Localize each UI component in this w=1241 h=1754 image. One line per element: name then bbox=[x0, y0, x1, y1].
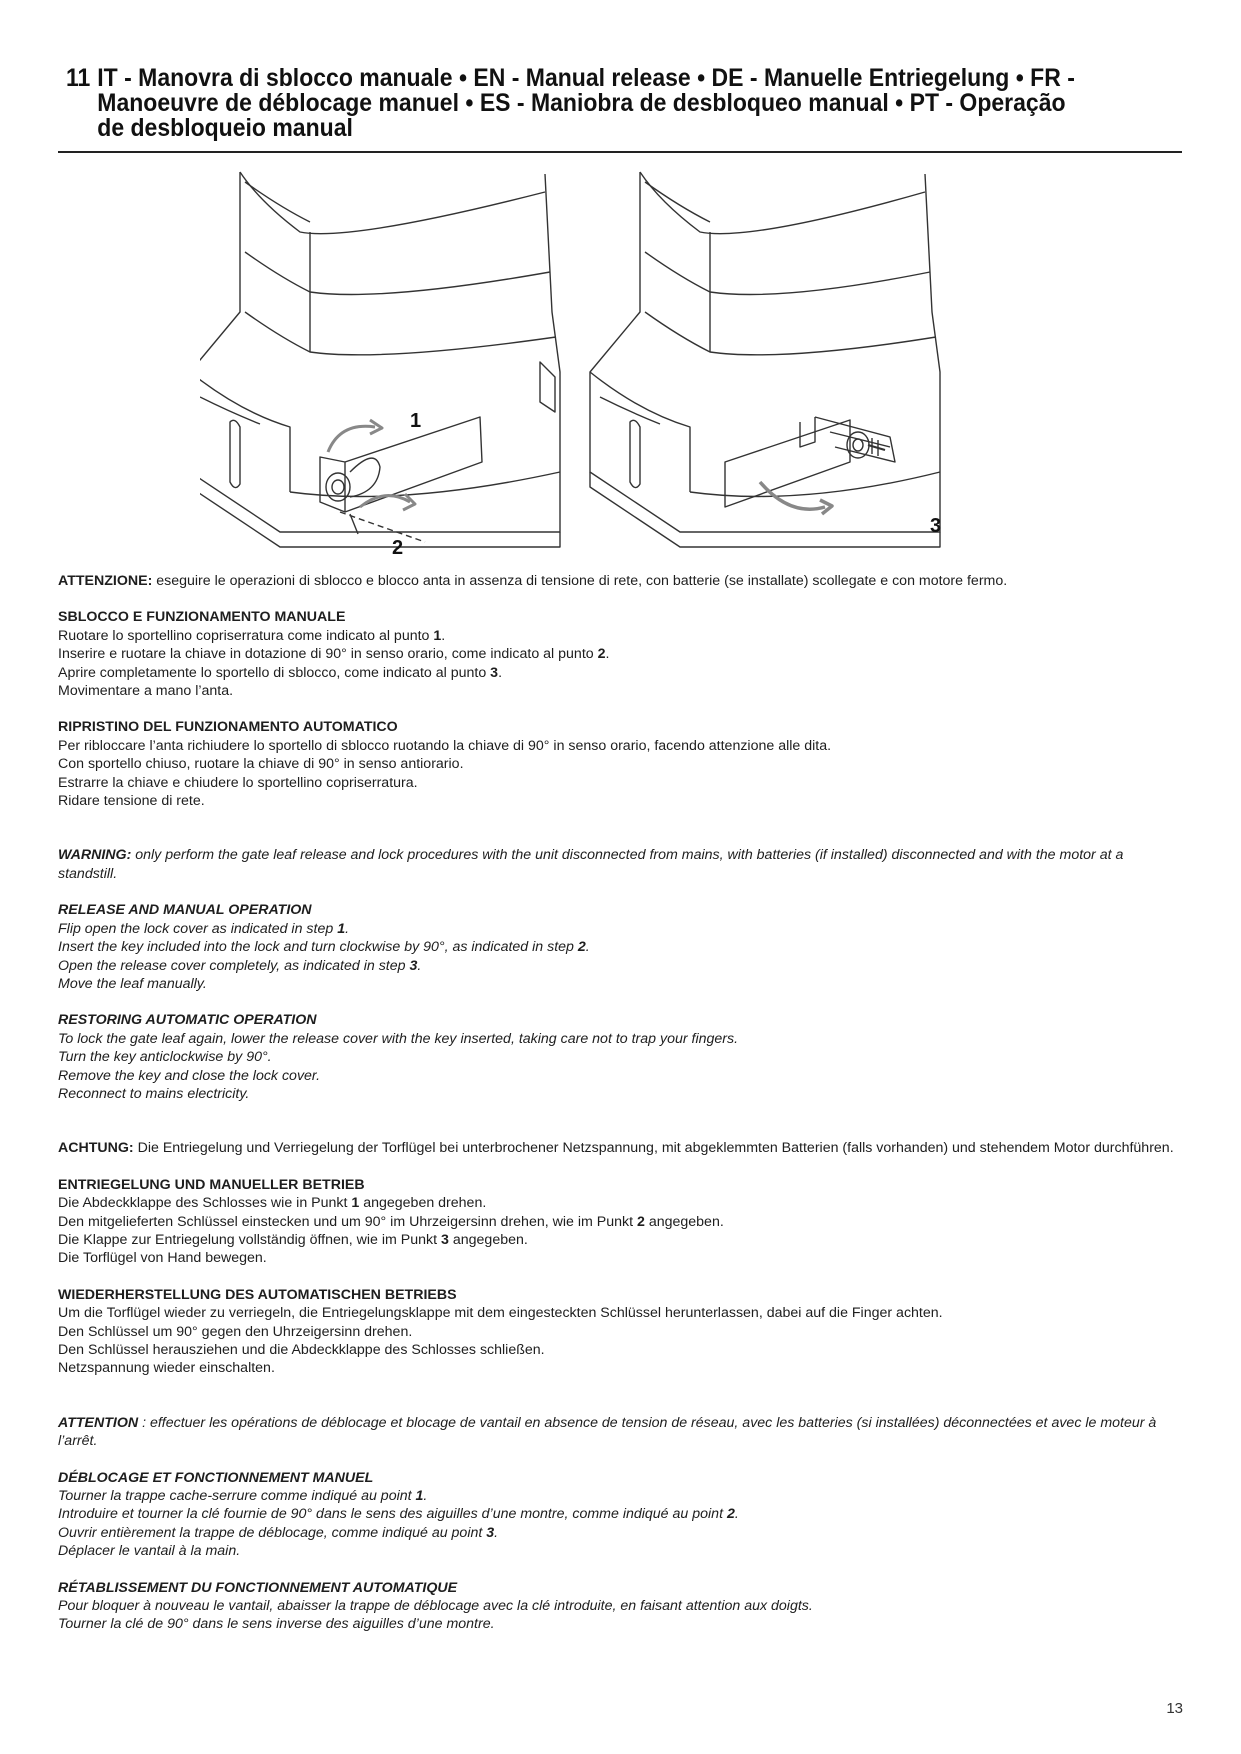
instructions-body bbox=[58, 572, 1182, 1634]
section-number: 11 bbox=[66, 64, 91, 92]
list-item: Den mitgelieferten Schlüssel einstecken und um 90° im Uhrzeigersinn drehen, wie im Punkt 2 angegeben. bbox=[58, 1213, 724, 1230]
list-item: Open the release cover completely, as indicated in step 3. bbox=[58, 957, 422, 974]
warning-de: ACHTUNG: Die Entriegelung und Verriegelung der Torflügel bei unterbrochener Netzspannung, mit abgeklemmten Batterien (falls vorhanden) und stehendem Motor durchführen. bbox=[58, 1140, 1174, 1157]
list-restore-fr bbox=[58, 1597, 1182, 1634]
section-fr bbox=[58, 1414, 1182, 1634]
list-release-it bbox=[58, 627, 1182, 701]
list-item: Inserire e ruotare la chiave in dotazione di 90° in senso orario, come indicato al punto 2. bbox=[58, 646, 610, 663]
page-number: 13 bbox=[1166, 1700, 1183, 1717]
heading-restore-fr: RÉTABLISSEMENT DU FONCTIONNEMENT AUTOMATIQUE bbox=[58, 1579, 458, 1596]
list-item: Die Abdeckklappe des Schlosses wie in Punkt 1 angegeben drehen. bbox=[58, 1195, 487, 1212]
list-item: Um die Torflügel wieder zu verriegeln, die Entriegelungsklappe mit dem eingesteckten Schlüssel herunterlassen, dabei auf die Finger achten. bbox=[58, 1305, 943, 1322]
warning-it: ATTENZIONE: eseguire le operazioni di sblocco e blocco anta in assenza di tensione di rete, con batterie (se installate) scollegate e con motore fermo. bbox=[58, 573, 1008, 589]
heading-restore-de: WIEDERHERSTELLUNG DES AUTOMATISCHEN BETRIEBS bbox=[58, 1286, 457, 1303]
list-item: Remove the key and close the lock cover. bbox=[58, 1067, 321, 1084]
list-item: Movimentare a mano l’anta. bbox=[58, 683, 234, 700]
list-restore-en bbox=[58, 1030, 1182, 1104]
list-item: Den Schlüssel um 90° gegen den Uhrzeigersinn drehen. bbox=[58, 1323, 413, 1340]
list-release-fr bbox=[58, 1487, 1182, 1561]
list-item: Introduire et tourner la clé fournie de 90° dans le sens des aiguilles d’une montre, comme indiqué au point 2. bbox=[58, 1506, 739, 1523]
list-item: Reconnect to mains electricity. bbox=[58, 1085, 250, 1102]
heading-restore-en: RESTORING AUTOMATIC OPERATION bbox=[58, 1012, 317, 1029]
list-item: Den Schlüssel herausziehen und die Abdeckklappe des Schlosses schließen. bbox=[58, 1342, 545, 1358]
warning-en: WARNING: only perform the gate leaf release and lock procedures with the unit disconnected from mains, with batteries (if installed) disconnected and with the motor at a standstill. bbox=[58, 847, 1124, 882]
list-item: Per ribloccare l’anta richiudere lo sportello di sblocco ruotando la chiave di 90° in senso orario, facendo attenzione alle dita. bbox=[58, 737, 832, 754]
motor-drawing-step-1-2 bbox=[200, 172, 560, 547]
list-release-de bbox=[58, 1194, 1182, 1268]
list-item: Die Klappe zur Entriegelung vollständig öffnen, wie im Punkt 3 angegeben. bbox=[58, 1231, 528, 1248]
list-restore-de bbox=[58, 1304, 1182, 1378]
list-item: Tourner la clé de 90° dans le sens inverse des aiguilles d’une montre. bbox=[58, 1616, 495, 1633]
list-item: To lock the gate leaf again, lower the release cover with the key inserted, taking care not to trap your fingers. bbox=[58, 1030, 739, 1047]
list-item: Aprire completamente lo sportello di sblocco, come indicato al punto 3. bbox=[58, 664, 503, 681]
list-release-en bbox=[58, 920, 1182, 994]
warning-label: WARNING: bbox=[58, 847, 132, 864]
list-item: Pour bloquer à nouveau le vantail, abaisser la trappe de déblocage avec la clé introduite, en faisant attention aux doigts. bbox=[58, 1598, 813, 1615]
callout-1: 1 bbox=[410, 410, 422, 432]
warning-label: ATTENTION bbox=[58, 1414, 139, 1431]
section-de bbox=[58, 1139, 1182, 1377]
heading-release-it: SBLOCCO E FUNZIONAMENTO MANUALE bbox=[58, 609, 346, 626]
manual-release-illustration bbox=[200, 162, 1040, 562]
list-item: Netzspannung wieder einschalten. bbox=[58, 1360, 275, 1377]
section-header bbox=[66, 66, 1093, 141]
list-restore-it bbox=[58, 737, 1182, 811]
list-item: Flip open the lock cover as indicated in step 1. bbox=[58, 920, 350, 937]
warning-label: ATTENZIONE: bbox=[58, 573, 153, 589]
callout-2: 2 bbox=[392, 537, 404, 559]
section-it bbox=[58, 572, 1182, 810]
warning-fr: ATTENTION : effectuer les opérations de déblocage et blocage de vantail en absence de tension de réseau, avec les batteries (si installées) déconnectées et avec le moteur à l’arrêt. bbox=[58, 1414, 1157, 1450]
warning-label: ACHTUNG: bbox=[58, 1140, 134, 1157]
list-item: Turn the key anticlockwise by 90°. bbox=[58, 1049, 272, 1066]
list-item: Déplacer le vantail à la main. bbox=[58, 1543, 241, 1560]
list-item: Estrarre la chiave e chiudere lo sportellino copriserratura. bbox=[58, 774, 418, 791]
header-rule bbox=[58, 151, 1182, 153]
list-item: Move the leaf manually. bbox=[58, 975, 207, 992]
section-en bbox=[58, 846, 1182, 1103]
list-item: Insert the key included into the lock and turn clockwise by 90°, as indicated in step 2. bbox=[58, 939, 590, 956]
list-item: Ridare tensione di rete. bbox=[58, 793, 205, 810]
heading-release-fr: DÉBLOCAGE ET FONCTIONNEMENT MANUEL bbox=[58, 1469, 374, 1486]
section-title: IT - Manovra di sblocco manuale • EN - Manual release • DE - Manuelle Entriegelung • FR - Manoeuvre de déblocage manuel • ES - Maniobra de desbloqueo manual • PT - Operação de desbloqueio manual bbox=[97, 64, 1075, 142]
callout-3: 3 bbox=[930, 515, 942, 537]
list-item: Ruotare lo sportellino copriserratura come indicato al punto 1. bbox=[58, 627, 446, 644]
heading-restore-it: RIPRISTINO DEL FUNZIONAMENTO AUTOMATICO bbox=[58, 719, 398, 736]
list-item: Con sportello chiuso, ruotare la chiave di 90° in senso antiorario. bbox=[58, 756, 464, 773]
list-item: Ouvrir entièrement la trappe de déblocage, comme indiqué au point 3. bbox=[58, 1524, 499, 1541]
list-item: Tourner la trappe cache-serrure comme indiqué au point 1. bbox=[58, 1488, 428, 1505]
heading-release-de: ENTRIEGELUNG UND MANUELLER BETRIEB bbox=[58, 1176, 365, 1193]
motor-drawing-step-3 bbox=[590, 172, 940, 547]
list-item: Die Torflügel von Hand bewegen. bbox=[58, 1250, 267, 1267]
heading-release-en: RELEASE AND MANUAL OPERATION bbox=[58, 902, 312, 919]
